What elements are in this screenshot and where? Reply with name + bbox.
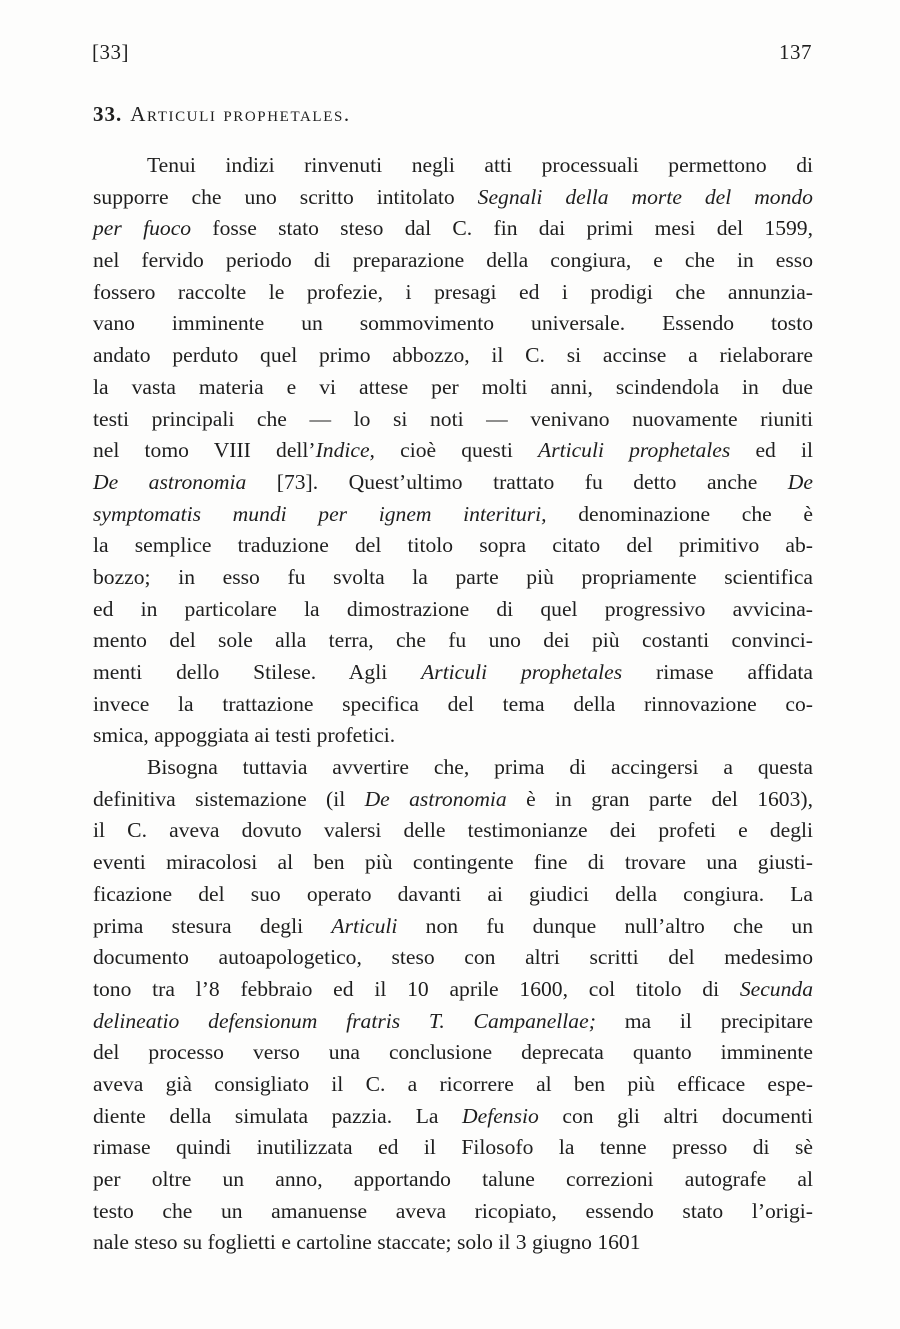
text-line: [93, 562, 813, 594]
text-line: [93, 530, 813, 562]
text-segment: menti dello Stilese. Agli: [93, 660, 422, 684]
text-segment: mento del sole alla terra, che fu uno dei più costanti convinci-: [93, 628, 813, 653]
text-line: [93, 1164, 813, 1196]
text-segment: vano imminente un sommovimento universale. Essendo tosto: [93, 311, 813, 336]
italic-text: De astronomia: [364, 786, 507, 811]
text-segment: diente della simulata pazzia. La: [93, 1103, 463, 1128]
text-segment: Bisogna tuttavia avvertire che, prima di accingersi a questa: [147, 755, 813, 780]
text-segment: è in gran parte del 1603),: [506, 786, 813, 811]
text-segment: ficazione del suo operato davanti ai giudici della congiura. La: [93, 881, 813, 906]
text-line: [93, 340, 813, 372]
text-segment: tono tra l’8 febbraio ed il 10 aprile 1600, col titolo di: [93, 976, 740, 1001]
italic-text: Defensio: [462, 1103, 539, 1128]
text-segment: fosse stato steso dal C. fin dai primi mesi del 1599,: [191, 216, 813, 241]
text-segment: bozzo; in esso fu svolta la parte più propriamente scientifica: [93, 564, 813, 589]
text-line: [93, 1006, 813, 1038]
text-line: [93, 847, 813, 879]
text-line: [93, 657, 813, 689]
text-line: [93, 911, 813, 943]
text-line: [93, 752, 813, 784]
text-line: [93, 213, 813, 245]
text-line: [93, 467, 813, 499]
text-line: [93, 720, 813, 752]
italic-text: symptomatis mundi per ignem interituri,: [93, 501, 547, 526]
text-line: [93, 879, 813, 911]
text-segment: cioè questi: [374, 438, 538, 463]
text-segment: rimase affidata: [622, 660, 814, 684]
italic-text: Articuli prophetales: [421, 660, 623, 684]
italic-text: delineatio defensionum fratris T. Campanellae;: [93, 1008, 596, 1033]
text-segment: testo che un amanuense aveva ricopiato, essendo stato l’origi-: [93, 1198, 813, 1223]
italic-text: Articuli prophetales: [538, 438, 731, 463]
text-line: [93, 499, 813, 531]
text-segment: ed il: [730, 438, 813, 463]
text-line: [93, 815, 813, 847]
italic-text: Articuli: [331, 913, 398, 938]
italic-text: per fuoco: [93, 216, 192, 241]
section-number: 33.: [93, 102, 123, 126]
page-number: 137: [779, 40, 812, 64]
italic-text: Secunda: [739, 976, 813, 1001]
text-segment: il C. aveva dovuto valersi delle testimonianze dei profeti e degli: [93, 818, 813, 843]
text-segment: nale steso su foglietti e cartoline staccate; solo il 3 giugno 1601: [93, 1230, 641, 1255]
text-segment: ma il precipitare: [595, 1008, 814, 1033]
text-line: [93, 372, 813, 404]
text-line: [93, 942, 813, 974]
text-segment: del processo verso una conclusione deprecata quanto imminente: [93, 1040, 813, 1065]
text-line: [93, 625, 813, 657]
section-marker: [33]: [92, 40, 129, 64]
text-segment: aveva già consigliato il C. a ricorrere al ben più efficace espe-: [93, 1071, 813, 1096]
italic-text: De astronomia: [93, 469, 247, 494]
text-line: [93, 1227, 813, 1259]
section-heading: [93, 102, 813, 127]
text-segment: prima stesura degli: [93, 913, 332, 938]
text-line: [93, 1101, 813, 1133]
text-segment: denominazione che è: [546, 501, 813, 526]
text-line: [93, 1069, 813, 1101]
text-segment: testi principali che — lo si noti — venivano nuovamente riuniti: [93, 406, 813, 431]
text-line: [93, 245, 813, 277]
text-line: [93, 1132, 813, 1164]
body-text: [93, 150, 813, 1259]
text-segment: Tenui indizi rinvenuti negli atti processuali permettono di: [147, 153, 813, 177]
text-segment: rimase quindi inutilizzata ed il Filosofo la tenne presso di sè: [93, 1135, 813, 1160]
text-line: [93, 404, 813, 436]
text-segment: smica, appoggiata ai testi profetici.: [93, 723, 396, 748]
text-segment: per oltre un anno, apportando talune correzioni autografe al: [93, 1167, 813, 1191]
text-line: [93, 182, 813, 214]
text-segment: la semplice traduzione del titolo sopra citato del primitivo ab-: [93, 533, 813, 558]
text-line: [93, 308, 813, 340]
italic-text: De: [787, 469, 813, 494]
text-segment: nel tomo VIII dell’: [93, 438, 316, 463]
section-title: Articuli prophetales.: [130, 102, 351, 126]
text-line: [93, 974, 813, 1006]
text-segment: definitiva sistemazione (il: [93, 786, 365, 811]
text-line: [93, 435, 813, 467]
text-segment: con gli altri documenti: [538, 1103, 813, 1128]
text-line: [93, 277, 813, 309]
italic-text: Indice,: [315, 438, 375, 463]
text-line: [93, 1037, 813, 1069]
text-segment: la vasta materia e vi attese per molti anni, scindendola in due: [93, 374, 813, 399]
text-segment: [73]. Quest’ultimo trattato fu detto anche: [246, 469, 788, 494]
text-line: [93, 594, 813, 626]
text-segment: ed in particolare la dimostrazione di quel progressivo avvicina-: [93, 596, 813, 621]
text-segment: eventi miracolosi al ben più contingente fine di trovare una giusti-: [93, 850, 813, 875]
text-line: [93, 1196, 813, 1228]
text-segment: supporre che uno scritto intitolato: [93, 184, 478, 209]
text-line: [93, 150, 813, 182]
text-line: [93, 784, 813, 816]
text-line: [93, 689, 813, 721]
running-head: [92, 40, 812, 68]
text-segment: fossero raccolte le profezie, i presagi ed i prodigi che annunzia-: [93, 279, 813, 304]
italic-text: Segnali della morte del mondo: [477, 184, 813, 209]
text-segment: andato perduto quel primo abbozzo, il C. si accinse a rielaborare: [93, 343, 813, 368]
text-segment: documento autoapologetico, steso con altri scritti del medesimo: [93, 945, 813, 970]
text-segment: non fu dunque null’altro che un: [397, 913, 813, 938]
text-segment: nel fervido periodo di preparazione della congiura, e che in esso: [93, 248, 813, 273]
text-segment: invece la trattazione specifica del tema della rinnovazione co-: [93, 691, 813, 716]
